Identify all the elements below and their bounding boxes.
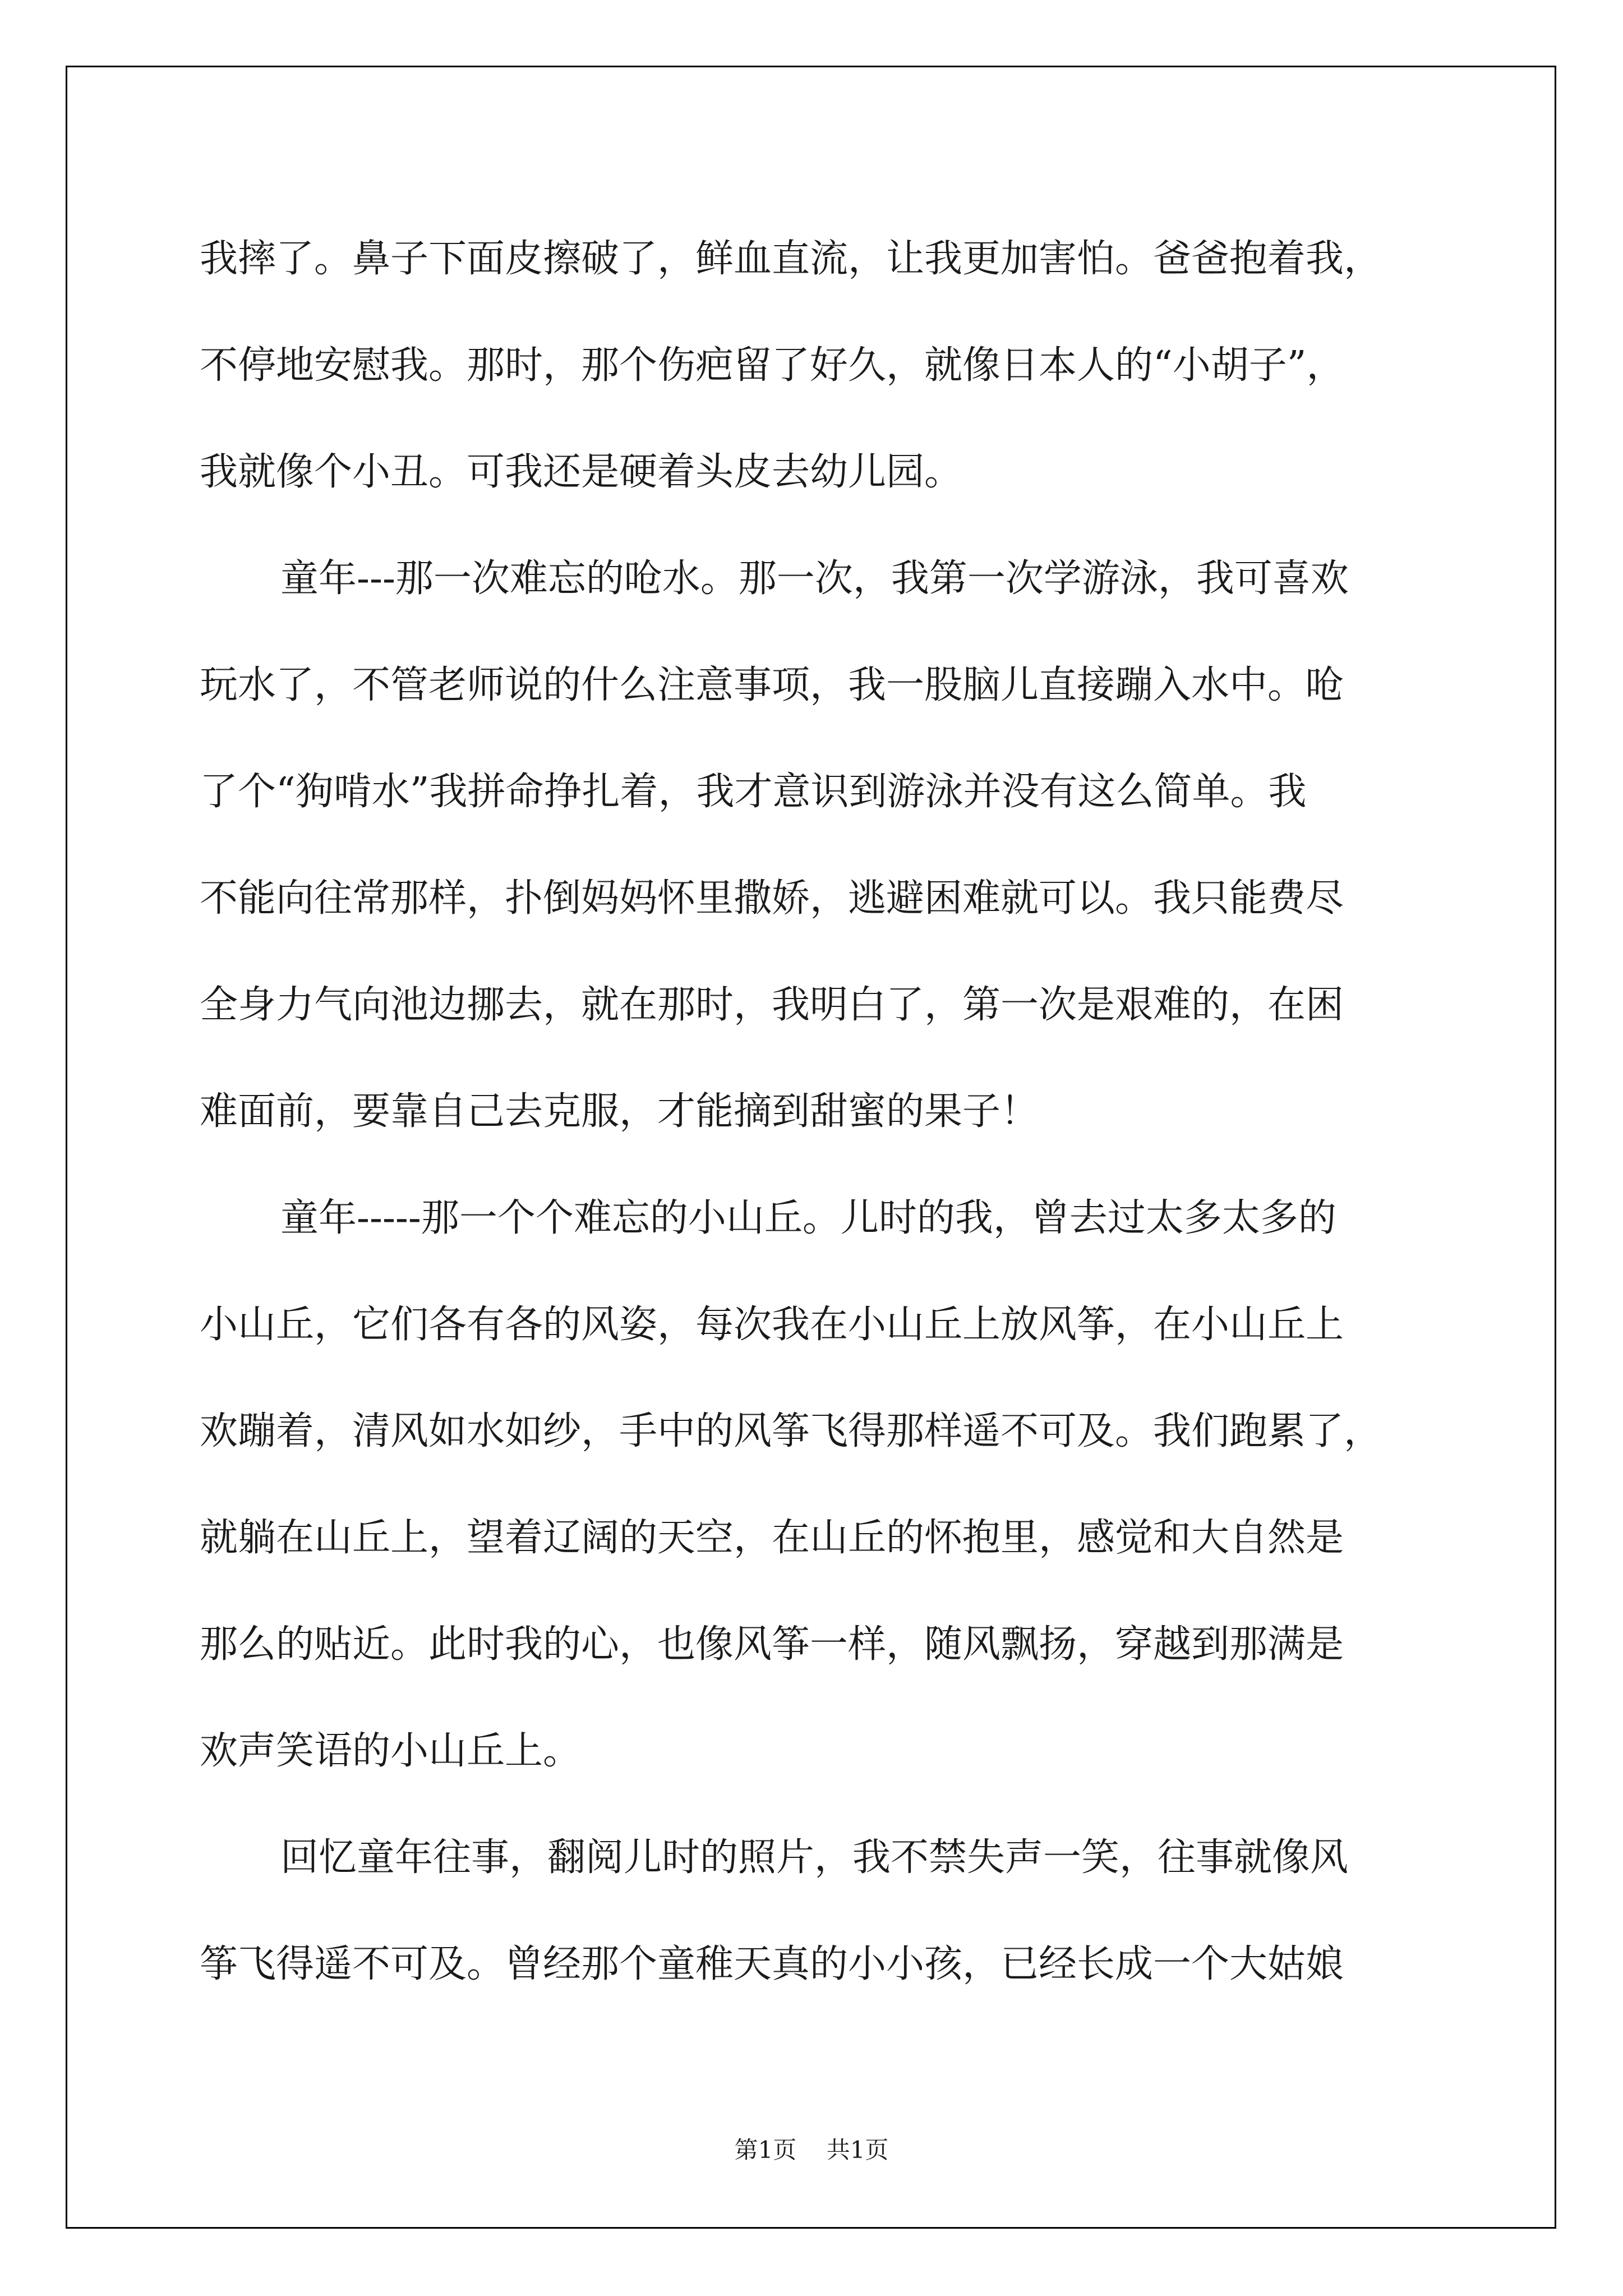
text-line: 难面前，要靠自己去克服，才能摘到甜蜜的果子！ <box>200 1089 1039 1134</box>
paragraph-1 <box>200 206 1433 526</box>
text-line: 全身力气向池边挪去，就在那时，我明白了，第一次是艰难的，在困 <box>200 983 1344 1027</box>
text-line: 筝飞得遥不可及。曾经那个童稚天真的小小孩，已经长成一个大姑娘 <box>200 1942 1344 1986</box>
text-line: 不停地安慰我。那时，那个伤疤留了好久，就像日本人的“小胡子”， <box>200 343 1345 388</box>
text-line: 那么的贴近。此时我的心，也像风筝一样，随风飘扬，穿越到那满是 <box>200 1622 1344 1667</box>
document-body <box>200 206 1433 2018</box>
text-line: 欢声笑语的小山丘上。 <box>200 1729 582 1773</box>
text-line: 了个“狗啃水”我拼命挣扎着，我才意识到游泳并没有这么简单。我 <box>200 770 1307 814</box>
text-line: 童年---那一次难忘的呛水。那一次，我第一次学游泳，我可喜欢 <box>280 556 1349 601</box>
text-line: 我就像个小丑。可我还是硬着头皮去幼儿园。 <box>200 450 963 494</box>
paragraph-2 <box>200 526 1433 1165</box>
paragraph-3 <box>200 1165 1433 1805</box>
paragraph-4 <box>200 1805 1433 2018</box>
text-line: 我摔了。鼻子下面皮擦破了，鲜血直流，让我更加害怕。爸爸抱着我， <box>200 237 1382 281</box>
text-line: 回忆童年往事，翻阅儿时的照片，我不禁失声一笑，往事就像风 <box>280 1835 1349 1880</box>
text-line: 玩水了，不管老师说的什么注意事项，我一股脑儿直接蹦入水中。呛 <box>200 663 1344 707</box>
text-line: 欢蹦着，清风如水如纱，手中的风筝飞得那样遥不可及。我们跑累了， <box>200 1409 1382 1453</box>
page-total: 共1页 <box>826 2136 889 2164</box>
page-number: 第1页 <box>734 2136 797 2164</box>
text-line: 童年-----那一个个难忘的小山丘。儿时的我，曾去过太多太多的 <box>280 1196 1336 1240</box>
text-line: 不能向往常那样，扑倒妈妈怀里撒娇，逃避困难就可以。我只能费尽 <box>200 876 1344 921</box>
text-line: 就躺在山丘上，望着辽阔的天空，在山丘的怀抱里，感觉和大自然是 <box>200 1516 1344 1560</box>
page-footer <box>0 2132 1623 2165</box>
text-line: 小山丘，它们各有各的风姿，每次我在小山丘上放风筝，在小山丘上 <box>200 1303 1344 1347</box>
